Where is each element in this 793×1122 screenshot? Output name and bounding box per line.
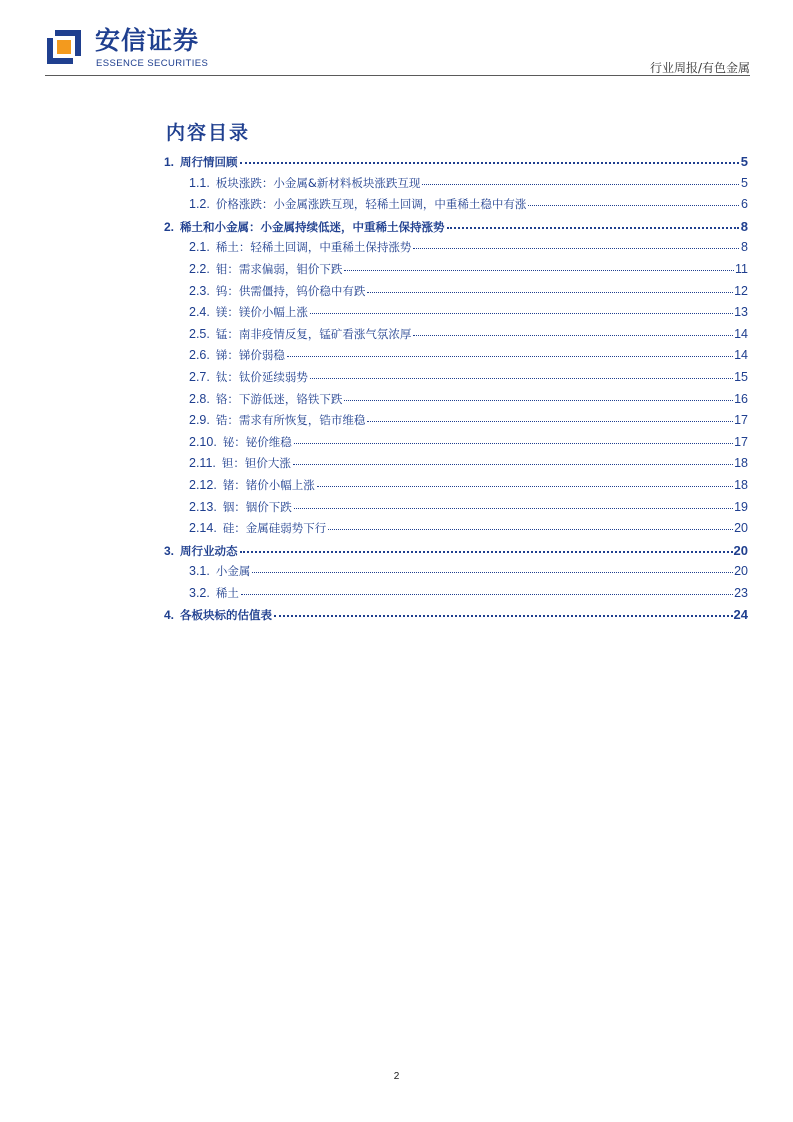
toc-entry-number: 3.1. [189,564,210,579]
toc-entry[interactable] [164,324,748,346]
table-of-contents [164,151,748,626]
toc-entry-number: 2.11. [189,456,216,471]
toc-entry-number: 2.12. [189,477,217,492]
toc-entry-page: 16 [734,391,748,406]
toc-entry[interactable] [164,497,748,519]
toc-leader-dots [447,219,739,229]
toc-entry-page: 20 [733,542,748,558]
toc-entry[interactable] [164,237,748,259]
toc-leader-dots [294,435,733,444]
toc-entry[interactable] [164,432,748,454]
toc-entry-page: 18 [734,477,748,492]
toc-entry[interactable] [164,604,748,626]
toc-entry[interactable] [164,194,748,216]
toc-entry-text: 钛：钛价延续弱势 [215,369,308,384]
toc-entry-text: 锑：锑价弱稳 [215,348,285,363]
toc-entry-page: 6 [741,197,748,212]
toc-entry-number: 3.2. [189,585,210,600]
toc-entry[interactable] [164,345,748,367]
toc-entry[interactable] [164,561,748,583]
toc-entry-page: 23 [734,585,748,600]
toc-leader-dots [293,456,733,465]
toc-entry-page: 20 [734,564,748,579]
toc-entry-page: 20 [734,521,748,536]
header-divider [45,75,750,76]
toc-entry[interactable] [164,367,748,389]
toc-entry-number: 2. [164,219,175,234]
toc-entry-text: 锰：南非疫情反复，锰矿看涨气氛浓厚 [215,326,412,341]
toc-entry-text: 周行情回顾 [180,155,238,169]
toc-leader-dots [413,327,733,336]
toc-entry-text: 周行业动态 [180,543,238,558]
toc-entry-page: 18 [734,456,748,471]
toc-entry-number: 2.3. [189,283,210,298]
toc-leader-dots [274,607,733,617]
toc-entry[interactable] [164,281,748,303]
page-number: 2 [393,1071,400,1082]
toc-entry-number: 4. [164,608,175,623]
toc-entry-text: 钽：钽价大涨 [221,456,291,471]
toc-leader-dots [310,305,733,314]
toc-entry-page: 11 [735,261,748,276]
toc-entry-page: 14 [734,348,748,363]
toc-entry-text: 锆：需求有所恢复，锆市维稳 [215,413,366,428]
toc-entry-text: 板块涨跌：小金属&新材料板块涨跌互现 [215,175,421,190]
toc-entry-page: 17 [734,413,748,428]
toc-entry-page: 14 [734,326,748,341]
toc-entry-number: 2.14. [189,521,217,536]
toc-leader-dots [317,478,733,487]
toc-entry[interactable] [164,302,748,324]
toc-title: 内容目录 [166,122,251,144]
toc-entry[interactable] [164,410,748,432]
toc-entry-text: 小金属 [215,564,251,579]
toc-entry[interactable] [164,151,748,173]
toc-entry-number: 2.13. [189,499,217,514]
essence-logo-icon [45,28,83,66]
toc-leader-dots [413,240,739,249]
toc-leader-dots [367,284,733,293]
toc-entry[interactable] [164,389,748,411]
toc-entry-text: 价格涨跌：小金属涨跌互现，轻稀土回调，中重稀土稳中有涨 [215,197,527,212]
toc-entry-text: 铟：铟价下跌 [222,499,292,514]
toc-entry-text: 稀土 [215,585,239,600]
toc-leader-dots [344,262,734,271]
toc-entry-text: 镁：镁价小幅上涨 [215,305,308,320]
brand-name-cn: 安信证券 [95,26,200,55]
toc-leader-dots [344,392,733,401]
toc-leader-dots [252,564,733,573]
toc-entry-text: 稀土和小金属：小金属持续低迷，中重稀土保持涨势 [180,219,445,234]
toc-entry-number: 2.1. [189,240,210,255]
toc-entry-page: 13 [734,305,748,320]
toc-leader-dots [240,543,733,553]
toc-entry-text: 各板块标的估值表 [180,608,273,623]
toc-entry-number: 2.2. [189,261,210,276]
toc-entry-text: 稀土：轻稀土回调，中重稀土保持涨势 [215,240,412,255]
toc-leader-dots [328,521,733,530]
toc-entry-text: 钨：供需僵持，钨价稳中有跌 [215,283,366,298]
toc-entry-page: 12 [734,283,748,298]
toc-entry-text: 铬：下游低迷，铬铁下跌 [215,391,343,406]
toc-entry[interactable] [164,518,748,540]
toc-entry-text: 铋：铋价维稳 [222,434,292,449]
toc-entry-page: 8 [741,240,748,255]
toc-entry-page: 8 [740,218,748,234]
toc-entry[interactable] [164,173,748,195]
toc-entry-number: 2.9. [189,413,210,428]
toc-leader-dots [294,500,733,509]
toc-entry-page: 17 [734,434,748,449]
toc-leader-dots [287,348,733,357]
toc-entry-text: 锗：锗价小幅上涨 [222,477,315,492]
toc-entry-page: 5 [741,175,748,190]
toc-entry[interactable] [164,453,748,475]
toc-entry-page: 5 [740,154,748,169]
toc-entry[interactable] [164,540,748,562]
toc-entry-text: 硅：金属硅弱势下行 [222,521,327,536]
toc-leader-dots [310,370,733,379]
toc-entry-number: 2.6. [189,348,210,363]
toc-entry-number: 3. [164,543,175,558]
report-category: 行业周报/有色金属 [649,61,750,75]
toc-leader-dots [422,176,739,185]
toc-entry-number: 1.2. [189,197,210,212]
page-header [45,22,750,74]
toc-leader-dots [241,586,733,595]
toc-entry-number: 2.5. [189,326,210,341]
toc-entry-text: 钼：需求偏弱，钼价下跌 [215,261,343,276]
toc-entry-number: 2.8. [189,391,210,406]
toc-leader-dots [367,413,733,422]
toc-entry[interactable] [164,216,748,238]
toc-entry-page: 15 [734,369,748,384]
toc-entry-number: 2.4. [189,305,210,320]
toc-entry-number: 2.7. [189,369,210,384]
toc-entry[interactable] [164,259,748,281]
toc-entry-page: 19 [734,499,748,514]
toc-entry[interactable] [164,475,748,497]
toc-entry-page: 24 [733,607,748,623]
toc-entry-number: 1.1. [189,175,210,190]
brand-name-en: ESSENCE SECURITIES [96,58,209,69]
toc-entry-number: 2.10. [189,434,217,449]
toc-leader-dots [240,154,739,164]
toc-entry[interactable] [164,583,748,605]
toc-leader-dots [528,197,739,206]
toc-entry-number: 1. [164,155,175,169]
